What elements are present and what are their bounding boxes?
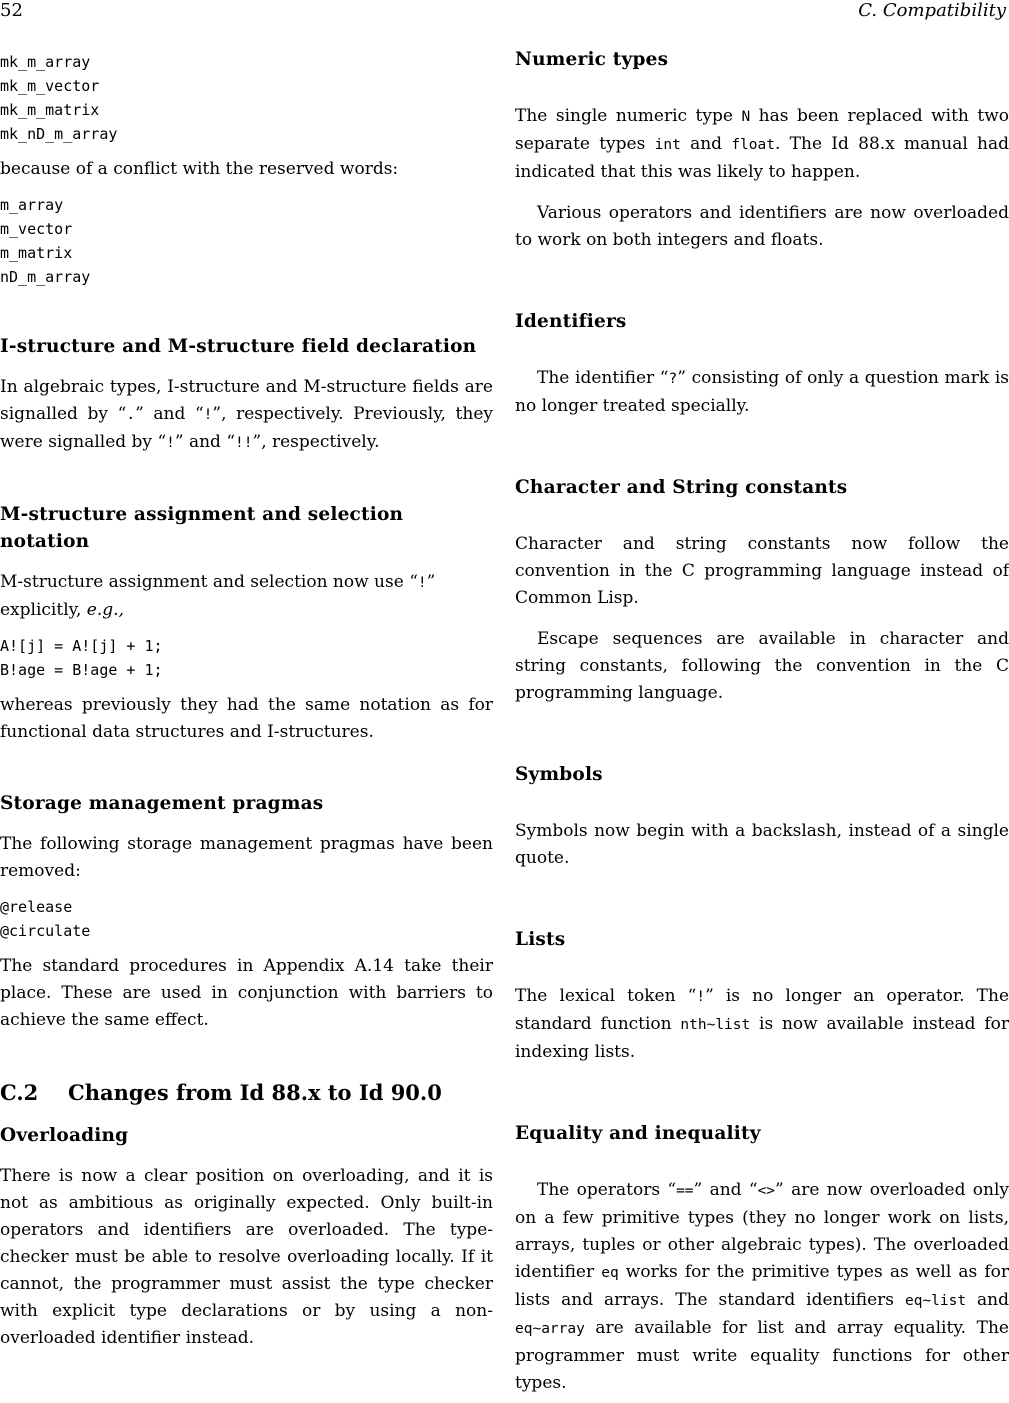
code-block-mstructure-example: A![j] = A![j] + 1; B!age = B!age + 1; [0, 637, 163, 679]
heading-equality: Equality and inequality [515, 1123, 761, 1144]
page-number: 52 [0, 0, 23, 21]
heading-numeric-types: Numeric types [515, 49, 669, 70]
heading-lists: Lists [515, 929, 566, 950]
paragraph-storage-removed: The following storage management pragmas have been removed: [0, 834, 493, 881]
code-block-reserved-words: m_array m_vector m_matrix nD_m_array [0, 196, 91, 286]
paragraph-char-string-convention: Character and string constants now follow the convention in the C programming language instead of Common Lisp. [515, 534, 1009, 608]
heading-storage-pragmas: Storage management pragmas [0, 793, 324, 814]
paragraph-equality: The operators “==” and “<>” are now overloaded only on a few primitive types (they no longer work on lists, arrays, tuples or other algebraic types). The overloaded identifier eq works for the primitive types as well as for lists and arrays. The standard identifiers eq~list and eq~array are available for list and array equality. The programmer must write equality functions for other types. [515, 1180, 1009, 1393]
heading-symbols: Symbols [515, 764, 603, 785]
right-column [515, 46, 1009, 1397]
running-header: C. Compatibility [858, 0, 1006, 21]
paragraph-symbols: Symbols now begin with a backslash, instead of a single quote. [515, 821, 1009, 868]
heading-char-string-constants: Character and String constants [515, 477, 848, 498]
paragraph-numeric-types: The single numeric type N has been replaced with two separate types int and float. The Id 88.x manual had indicated that this was likely to happen. [515, 106, 1009, 182]
paragraph-mstructure-assignment: M-structure assignment and selection now use “!” explicitly, e.g., [0, 572, 436, 620]
section-heading-c2: C.2 Changes from Id 88.x to Id 90.0 [0, 1080, 442, 1105]
paragraph-numeric-overload: Various operators and identifiers are now overloaded to work on both integers and floats. [515, 203, 1009, 250]
paragraph-identifiers: The identifier “?” consisting of only a question mark is no longer treated specially. [515, 368, 1009, 416]
code-block-pragmas: @release @circulate [0, 898, 91, 940]
paragraph-mstructure-previous: whereas previously they had the same notation as for functional data structures and I-structures. [0, 695, 493, 742]
left-column [0, 50, 493, 1352]
paragraph-escape-sequences: Escape sequences are available in character and string constants, following the convention in the C programming language. [515, 629, 1009, 703]
paragraph-storage-replacement: The standard procedures in Appendix A.14 take their place. These are used in conjunction with barriers to achieve the same effect. [0, 956, 493, 1030]
heading-identifiers: Identifiers [515, 311, 627, 332]
heading-mstructure-assignment: M-structure assignment and selection notation [0, 504, 404, 552]
paragraph-overloading: There is now a clear position on overloading, and it is not as ambitious as originally expected. Only built-in operators and identifiers are overloaded. The type-checker must be able to resolve overloading locally. If it cannot, the programmer must assist the type checker with explicit type declarations or by using a non-overloaded identifier instead. [0, 1166, 493, 1348]
paragraph-istructure-fields: In algebraic types, I-structure and M-structure fields are signalled by “.” and “!”, respectively. Previously, they were signalled by “!” and “!!”, respectively. [0, 377, 493, 452]
code-block-renamed-functions: mk_m_array mk_m_vector mk_m_matrix mk_nD_m_array [0, 53, 118, 143]
reserved-words-intro: because of a conflict with the reserved words: [0, 159, 399, 179]
heading-overloading: Overloading [0, 1125, 129, 1146]
heading-istructure-fields: I-structure and M-structure field declaration [0, 336, 477, 357]
paragraph-lists: The lexical token “!” is no longer an operator. The standard function nth~list is now available instead for indexing lists. [515, 986, 1009, 1062]
